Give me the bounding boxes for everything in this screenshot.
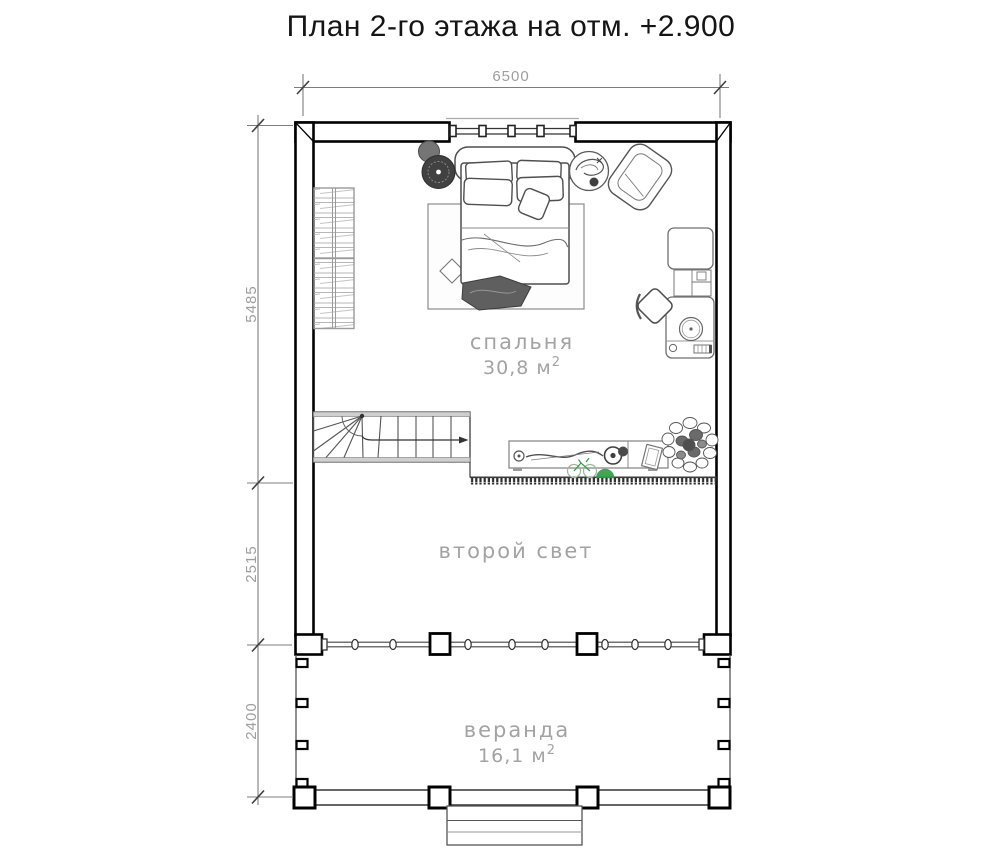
bedroom-area-value: 30,8 м xyxy=(483,357,552,379)
sideboard xyxy=(509,441,668,471)
veranda-area-value: 16,1 м xyxy=(478,745,547,767)
dim-second-light-height-label: 2515 xyxy=(243,545,260,583)
armchair xyxy=(604,139,677,214)
dim-bedroom-height-label: 5485 xyxy=(243,285,260,323)
green-half-disc xyxy=(596,469,614,478)
round-poufs xyxy=(419,141,456,189)
bedroom-area-label xyxy=(483,355,561,379)
veranda-area-exponent: 2 xyxy=(546,743,556,758)
bedroom-area-exponent: 2 xyxy=(551,355,561,370)
railing-balusters xyxy=(352,640,671,650)
dim-veranda-height-label: 2400 xyxy=(243,702,260,740)
dim-width-label: 6500 xyxy=(492,68,530,85)
plant xyxy=(662,418,718,473)
balustrade-hatch xyxy=(470,477,717,484)
wardrobe xyxy=(314,188,354,329)
entrance-steps xyxy=(447,806,582,845)
window-top xyxy=(446,119,579,137)
veranda-label: веранда xyxy=(463,718,571,742)
veranda-area-label xyxy=(478,743,556,767)
page-title: План 2-го этажа на отм. +2.900 xyxy=(286,10,736,43)
dimension-left xyxy=(247,115,293,805)
south-railing xyxy=(296,634,731,655)
second-light-label: второй свет xyxy=(438,539,594,563)
stairs xyxy=(314,412,471,478)
dressing-table xyxy=(666,228,714,358)
bedroom-label: спальня xyxy=(469,330,575,354)
round-side-table xyxy=(570,152,609,191)
